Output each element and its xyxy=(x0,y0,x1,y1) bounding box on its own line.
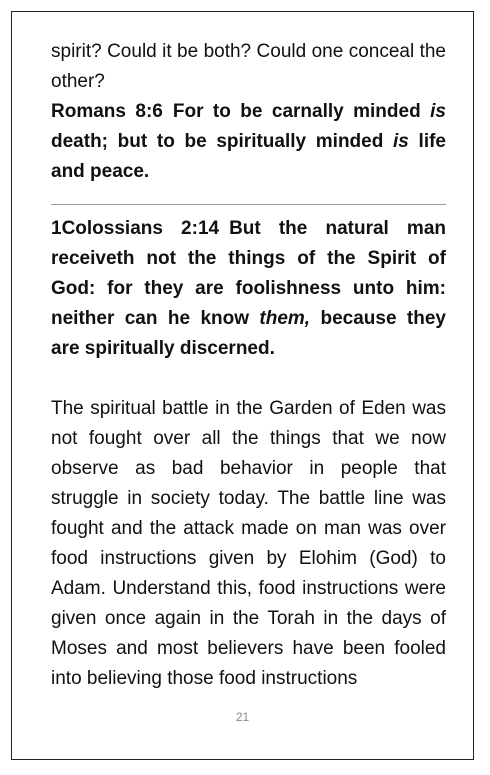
document-page xyxy=(11,11,474,760)
verse-text: For to be carnally minded xyxy=(172,101,431,122)
verse-italic: them, xyxy=(259,308,311,329)
body-paragraph: The spiritual battle in the Garden of Eden was not fought over all the things that we now observe as bad behavior in people that struggle in society today. The battle line was fought and the attack made on man was over food instructions given by Elohim (God) to Adam. Understand this, food instructions were given once again in the Torah in the days of Moses and most believers have been fooled into believing those food instructions xyxy=(51,398,446,689)
verse-italic: is xyxy=(430,101,446,122)
page-content xyxy=(51,37,446,694)
verse-text: death; but to be spiritually minded xyxy=(51,131,394,152)
intro-text: spirit? Could it be both? Could one conceal the other? xyxy=(51,41,446,92)
verse-text: life and peace. xyxy=(51,131,447,182)
verse-text: because they are spiritually discerned. xyxy=(51,308,446,359)
verse-italic: is xyxy=(393,131,409,152)
footnote-divider xyxy=(51,204,446,205)
verse-reference: 1Colossians 2:14 xyxy=(51,218,220,239)
verse-text: But the natural man receiveth not the things of the Spirit of God: for they are foolishness unto him: neither can he know xyxy=(51,218,446,329)
page-number: 21 xyxy=(235,710,250,724)
verse-romans xyxy=(51,97,446,187)
paragraph-spacer xyxy=(51,364,446,394)
verse-reference: Romans 8:6 xyxy=(51,101,163,122)
verse-colossians xyxy=(51,214,446,364)
